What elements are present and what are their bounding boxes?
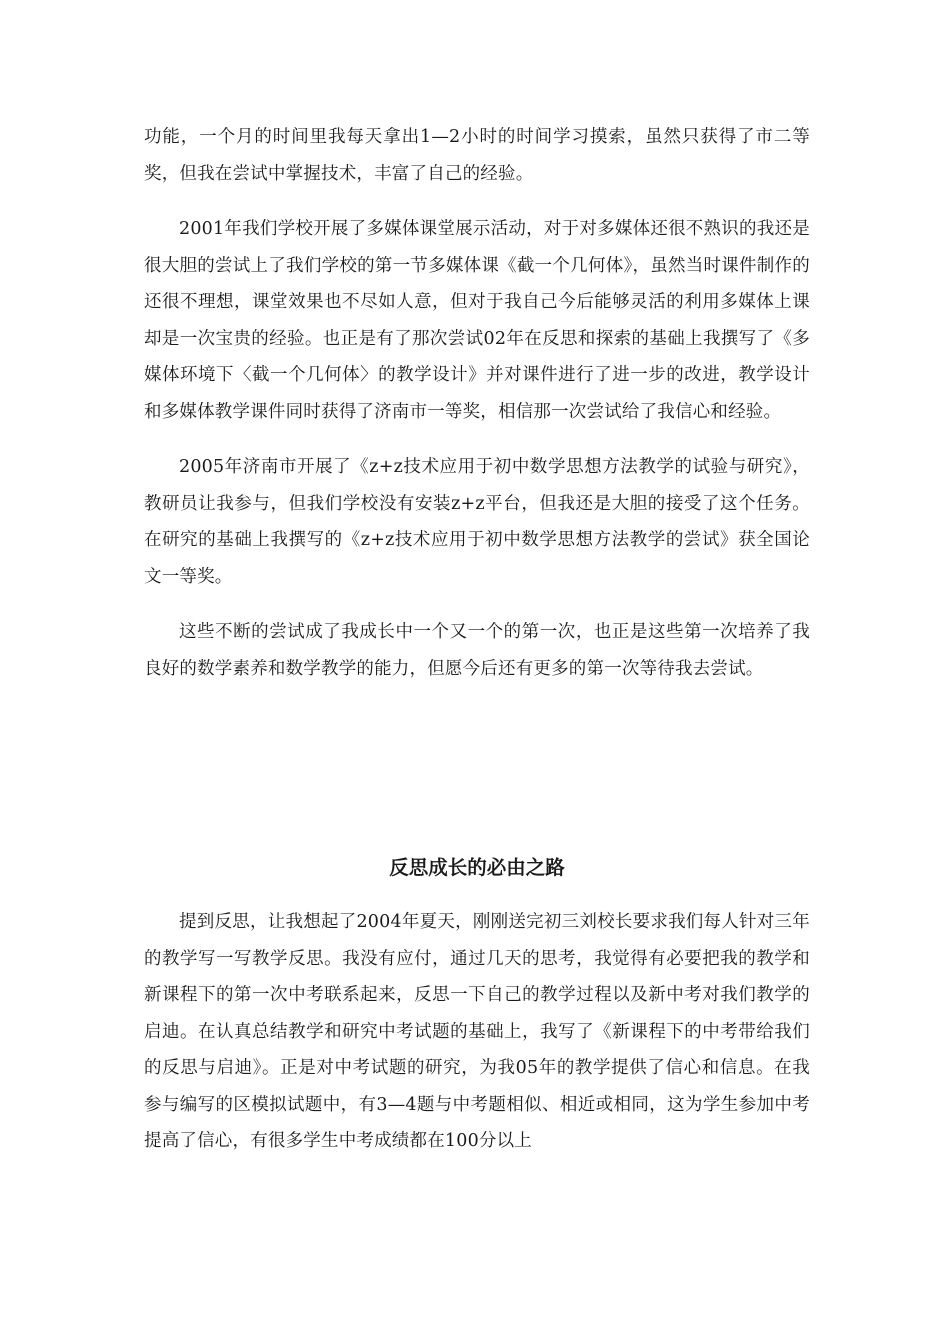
paragraph-reflection: 提到反思，让我想起了2004年夏天，刚刚送完初三刘校长要求我们每人针对三年的教学写一写教学反思。我没有应付，通过几天的思考，我觉得有必要把我的教学和新课程下的第一次中考联系起来，反思一下自己的教学过程以及新中考对我们教学的启迪。在认真总结教学和研究中考试题的基础上，我写了《新课程下的中考带给我们的反思与启迪》。正是对中考试题的研究，为我05年的教学提供了信心和信息。在我参与编写的区模拟试题中，有3—4题与中考题相似、相近或相同，这为学生参加中考提高了信心，有很多学生中考成绩都在100分以上 — [144, 912, 810, 1151]
continuation-paragraph: 功能，一个月的时间里我每天拿出1—2小时的时间学习摸索，虽然只获得了市二等奖，但我在尝试中掌握技术，丰富了自己的经验。 — [144, 127, 810, 184]
paragraph-summary: 这些不断的尝试成了我成长中一个又一个的第一次，也正是这些第一次培养了我良好的数学素养和数学教学的能力，但愿今后还有更多的第一次等待我去尝试。 — [144, 622, 810, 679]
upper-text-block — [144, 119, 810, 687]
paragraph-2005: 2005年济南市开展了《z+z技术应用于初中数学思想方法教学的试验与研究》，教研员让我参与，但我们学校没有安装z+z平台，但我还是大胆的接受了这个任务。在研究的基础上我撰写的《z+z技术应用于初中数学思想方法教学的尝试》获全国论文一等奖。 — [144, 457, 810, 587]
section-heading: 反思成长的必由之路 — [389, 856, 565, 879]
paragraph-2001: 2001年我们学校开展了多媒体课堂展示活动，对于对多媒体还很不熟识的我还是很大胆的尝试上了我们学校的第一节多媒体课《截一个几何体》，虽然当时课件制作的还很不理想，课堂效果也不尽如人意，但对于我自己今后能够灵活的利用多媒体上课却是一次宝贵的经验。也正是有了那次尝试02年在反思和探索的基础上我撰写了《多媒体环境下〈截一个几何体〉的教学设计》并对课件进行了进一步的改进，教学设计和多媒体教学课件同时获得了济南市一等奖，相信那一次尝试给了我信心和经验。 — [144, 219, 810, 422]
lower-text-block — [144, 904, 810, 1160]
